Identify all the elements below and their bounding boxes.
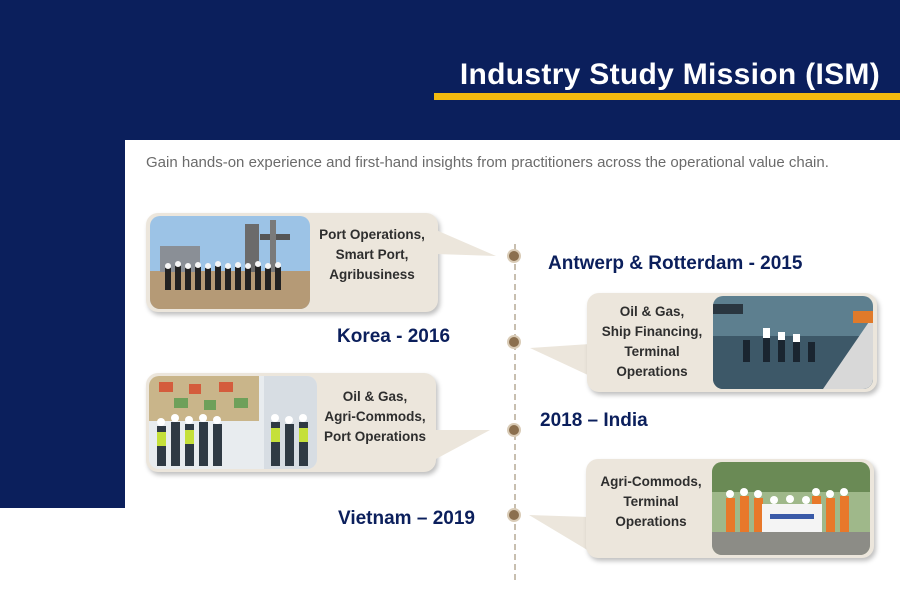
mission-topics-vietnam: Agri-Commods, Terminal Operations xyxy=(600,474,702,529)
mission-bubble-antwerp xyxy=(146,213,438,312)
mission-topics-korea: Oil & Gas, Ship Financing, Terminal Operations xyxy=(601,304,703,379)
mission-place-antwerp: Antwerp & Rotterdam - 2015 xyxy=(548,253,803,274)
mission-topics-antwerp: Port Operations, Smart Port, Agribusiness xyxy=(319,227,425,282)
photo-korea xyxy=(713,296,873,389)
title-underline xyxy=(434,93,900,100)
photo-india xyxy=(149,376,317,469)
mission-place-korea: Korea - 2016 xyxy=(337,326,451,347)
photo-vietnam xyxy=(712,462,870,555)
bubble-tail-korea xyxy=(528,330,592,380)
bubble-tail-vietnam xyxy=(527,505,591,555)
timeline-dot-2016 xyxy=(507,335,521,349)
timeline-dot-2018 xyxy=(507,423,521,437)
intro-text: Gain hands-on experience and first-hand insights from practitioners across the operational value chain. xyxy=(146,154,829,171)
timeline-line xyxy=(514,244,516,580)
mission-place-india: 2018 – India xyxy=(540,410,648,431)
mission-bubble-india xyxy=(146,373,436,472)
mission-place-vietnam: Vietnam – 2019 xyxy=(338,508,475,529)
mission-bubble-vietnam xyxy=(586,459,874,558)
mission-bubble-korea xyxy=(587,293,877,392)
photo-antwerp xyxy=(150,216,310,309)
bubble-tail-india xyxy=(434,424,494,464)
bubble-tail-antwerp xyxy=(436,224,500,264)
timeline-dot-2015 xyxy=(507,249,521,263)
page-title: Industry Study Mission (ISM) xyxy=(459,58,880,91)
mission-topics-india: Oil & Gas, Agri-Commods, Port Operations xyxy=(323,389,426,444)
timeline-dot-2019 xyxy=(507,508,521,522)
